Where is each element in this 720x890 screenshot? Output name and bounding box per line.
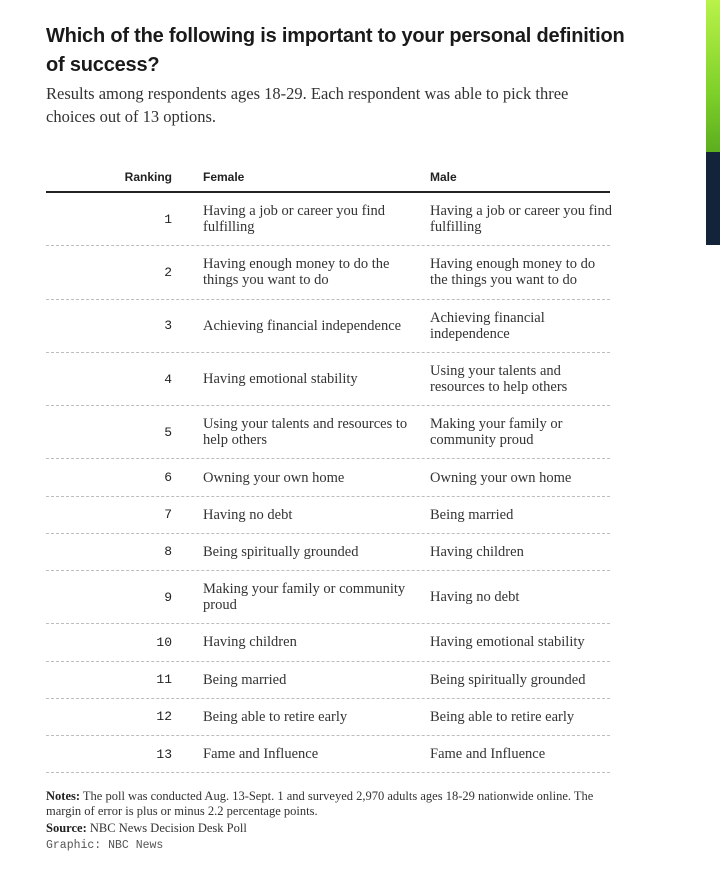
female-cell: Achieving financial independence bbox=[203, 317, 402, 334]
female-cell: Being married bbox=[203, 671, 287, 688]
female-cell: Owning your own home bbox=[203, 469, 345, 486]
rank-cell: 5 bbox=[164, 424, 172, 440]
rank-cell: 11 bbox=[156, 672, 172, 688]
table-row bbox=[46, 246, 610, 299]
rank-cell: 13 bbox=[156, 746, 172, 762]
source-label: Source: bbox=[46, 821, 87, 835]
notes-text: The poll was conducted Aug. 13-Sept. 1 and surveyed 2,970 adults ages 18-29 nationwide online. The margin of error is plus or minus 2.2 percentage points. bbox=[46, 789, 594, 818]
female-cell: Using your talents and resources to help others bbox=[203, 416, 408, 449]
side-ad-strip bbox=[706, 0, 720, 245]
female-cell: Having a job or career you find fulfilling bbox=[203, 203, 385, 236]
rank-cell: 4 bbox=[164, 371, 172, 387]
male-cell: Being married bbox=[430, 506, 514, 523]
table-row bbox=[46, 193, 610, 246]
header-female: Female bbox=[203, 169, 245, 184]
female-cell: Having no debt bbox=[203, 506, 293, 523]
table-row bbox=[46, 662, 610, 699]
female-cell: Having children bbox=[203, 634, 297, 651]
table-row bbox=[46, 406, 610, 459]
rank-cell: 1 bbox=[164, 211, 172, 227]
header-male: Male bbox=[430, 169, 457, 184]
female-cell: Having emotional stability bbox=[203, 371, 358, 388]
female-cell: Having enough money to do the things you want to do bbox=[203, 256, 390, 289]
rank-cell: 3 bbox=[164, 318, 172, 334]
table-row bbox=[46, 624, 610, 661]
male-cell: Having enough money to do the things you want to do bbox=[430, 256, 596, 289]
male-cell: Having emotional stability bbox=[430, 634, 585, 651]
female-cell: Fame and Influence bbox=[203, 746, 319, 762]
male-cell: Owning your own home bbox=[430, 469, 572, 486]
male-cell: Fame and Influence bbox=[430, 746, 546, 762]
rank-cell: 6 bbox=[164, 470, 172, 486]
table-header bbox=[46, 162, 610, 193]
male-cell: Making your family or community proud bbox=[430, 416, 563, 449]
table-row bbox=[46, 497, 610, 534]
rank-cell: 10 bbox=[156, 634, 172, 650]
table-row bbox=[46, 459, 610, 496]
rank-cell: 12 bbox=[156, 709, 172, 725]
rank-cell: 7 bbox=[164, 507, 172, 523]
male-cell: Having a job or career you find fulfilling bbox=[430, 203, 612, 236]
table-row bbox=[46, 736, 610, 773]
male-cell: Being spiritually grounded bbox=[430, 671, 586, 688]
table-row bbox=[46, 571, 610, 624]
ranking-table bbox=[46, 162, 610, 773]
source bbox=[46, 821, 247, 836]
rank-cell: 9 bbox=[164, 589, 172, 605]
male-cell: Using your talents and resources to help others bbox=[430, 363, 568, 396]
female-cell: Making your family or community proud bbox=[203, 581, 406, 614]
side-green-panel bbox=[706, 0, 720, 152]
header-ranking: Ranking bbox=[124, 169, 172, 184]
chart-title: Which of the following is important to your personal definition of success? bbox=[46, 25, 625, 76]
male-cell: Having no debt bbox=[430, 589, 520, 606]
table-row bbox=[46, 534, 610, 571]
table-row bbox=[46, 699, 610, 736]
notes-label: Notes: bbox=[46, 789, 81, 803]
rank-cell: 2 bbox=[164, 264, 172, 280]
female-cell: Being spiritually grounded bbox=[203, 543, 359, 560]
rank-cell: 8 bbox=[164, 544, 172, 560]
male-cell: Being able to retire early bbox=[430, 708, 575, 725]
graphic-credit: Graphic: NBC News bbox=[46, 839, 164, 852]
table-row bbox=[46, 300, 610, 353]
side-dark-panel bbox=[706, 152, 720, 245]
male-cell: Achieving financial independence bbox=[430, 309, 545, 342]
table-row bbox=[46, 353, 610, 406]
chart-subtitle: Results among respondents ages 18-29. Each respondent was able to pick three choices out of 13 options. bbox=[46, 84, 569, 126]
table-body bbox=[46, 193, 610, 773]
source-text: NBC News Decision Desk Poll bbox=[89, 821, 247, 835]
female-cell: Being able to retire early bbox=[203, 708, 348, 725]
notes bbox=[46, 789, 616, 818]
male-cell: Having children bbox=[430, 543, 524, 560]
